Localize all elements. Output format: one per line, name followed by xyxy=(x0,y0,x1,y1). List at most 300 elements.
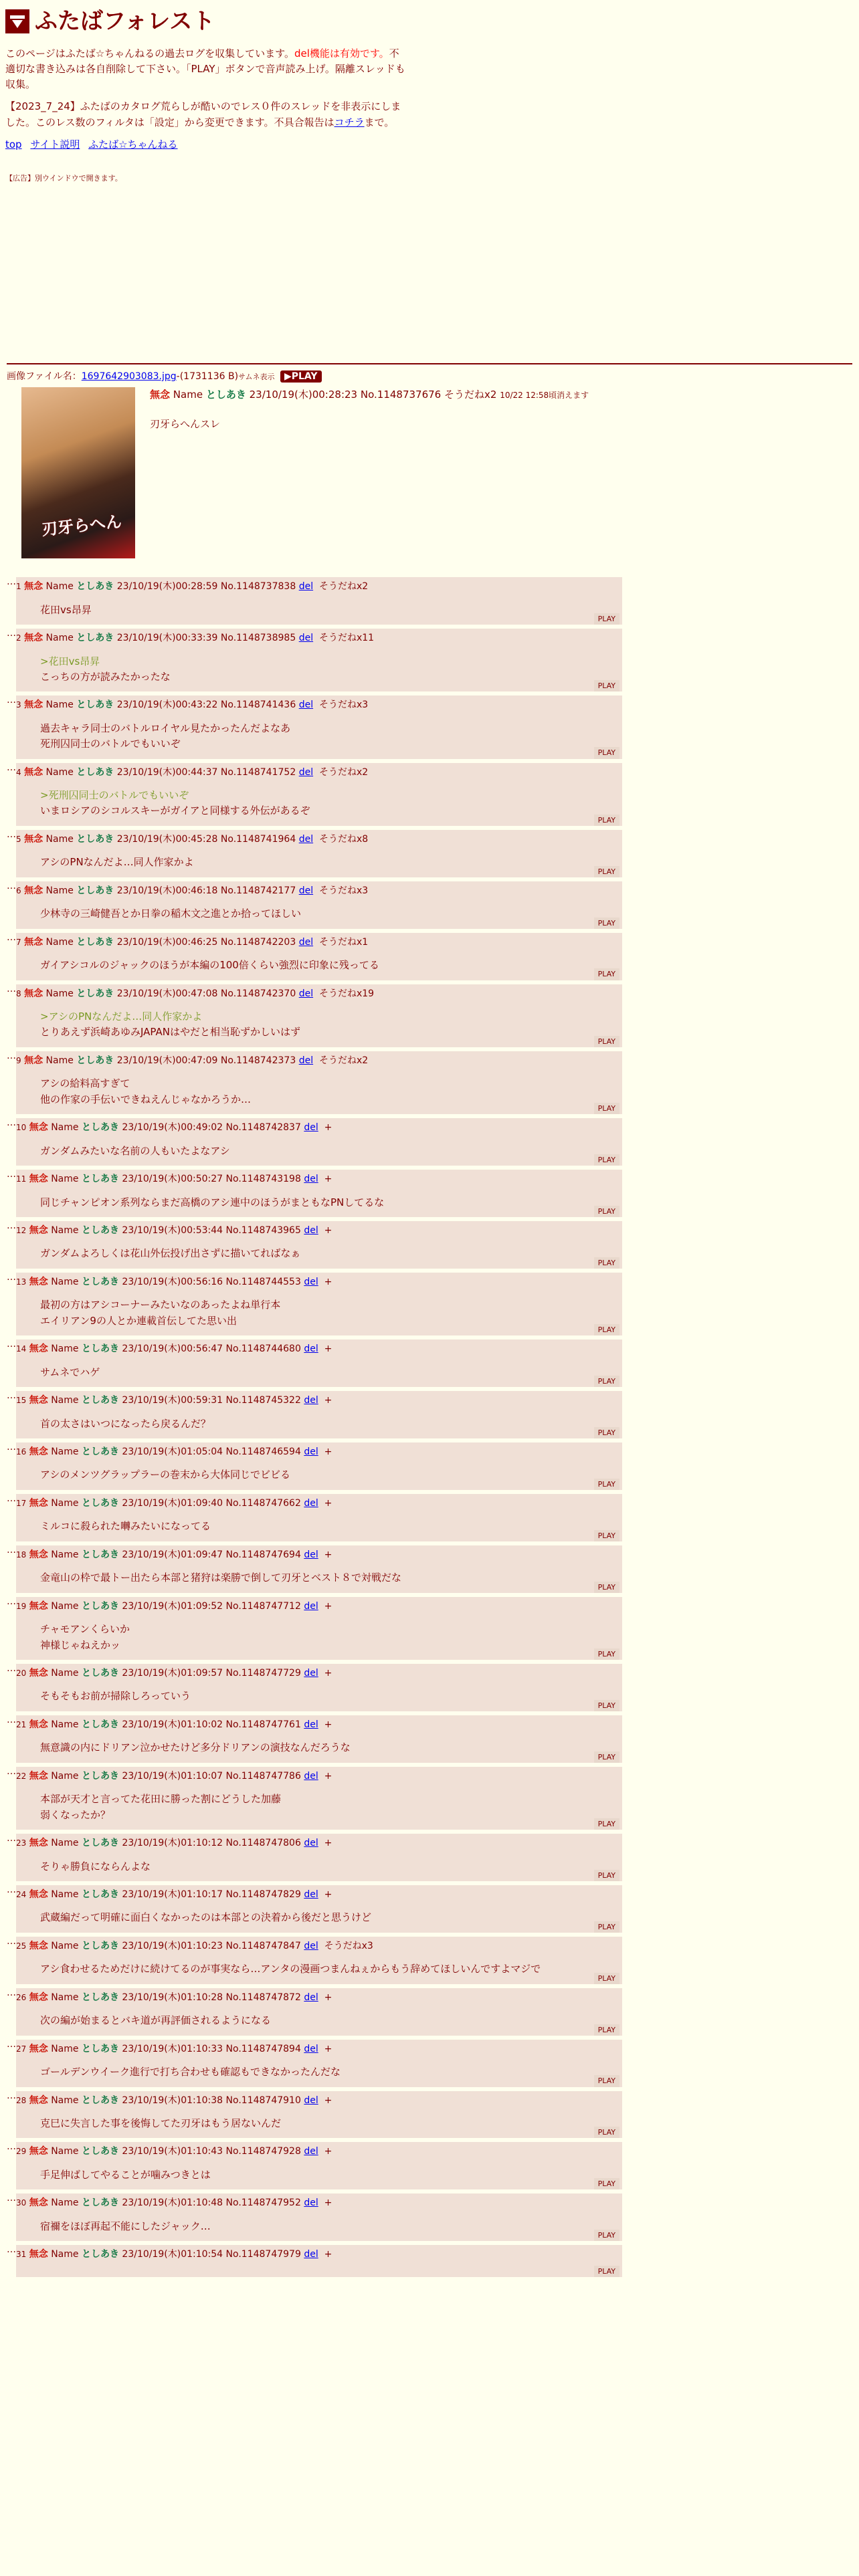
reply-name: としあき xyxy=(76,766,114,778)
reply-datetime: 23/10/19(木)00:53:44 xyxy=(122,1224,223,1236)
reply-sodane-button[interactable]: そうだねx11 xyxy=(318,633,375,644)
reply-info: 19 無念 Name としあき 23/10/19(木)01:09:52 No.1148747712 del + xyxy=(16,1600,332,1612)
reply-play-button[interactable]: PLAY xyxy=(594,1818,619,1830)
reply-play-button[interactable]: PLAY xyxy=(594,613,619,625)
reply-number: No.1148747829 xyxy=(225,1889,301,1900)
reply-sodane-button[interactable]: + xyxy=(324,1549,332,1560)
reply-line: エイリアン9の人とか連載首伝してた思い出 xyxy=(40,1314,237,1327)
reply-sodane-button[interactable]: + xyxy=(324,1837,332,1848)
op-sodane-button[interactable]: そうだねx2 xyxy=(444,389,497,401)
reply-sodane-button[interactable]: + xyxy=(324,1121,332,1133)
reply-datetime: 23/10/19(木)00:59:31 xyxy=(122,1394,223,1406)
reply-del-link[interactable]: del xyxy=(304,1837,318,1848)
reply-dots-icon: … xyxy=(7,2193,16,2204)
reply-play-button[interactable]: PLAY xyxy=(594,1324,619,1335)
reply-body xyxy=(16,780,622,826)
reply-play-button[interactable]: PLAY xyxy=(594,1700,619,1711)
reply-name: としあき xyxy=(76,581,114,593)
reply-del-link[interactable]: del xyxy=(304,1667,318,1679)
reply-play-button[interactable]: PLAY xyxy=(594,815,619,826)
reply-del-link[interactable]: del xyxy=(304,1770,318,1782)
reply-play-button[interactable]: PLAY xyxy=(594,2075,619,2086)
reply-name: としあき xyxy=(76,988,114,999)
reply-body xyxy=(16,1511,622,1541)
reply-body xyxy=(16,1681,622,1711)
reply-number: No.1148745322 xyxy=(225,1394,301,1406)
reply-index: 28 xyxy=(16,2095,27,2105)
reply-del-link[interactable]: del xyxy=(298,988,314,999)
reply-datetime: 23/10/19(木)01:10:23 xyxy=(122,1940,223,1951)
reply-post xyxy=(16,1442,622,1490)
reply-body xyxy=(16,2056,622,2086)
reply-body xyxy=(16,646,622,692)
reply-info: 17 無念 Name としあき 23/10/19(木)01:09:40 No.1148747662 del + xyxy=(16,1497,332,1509)
reply-line: 宿禰をほぼ再起不能にしたジャック… xyxy=(40,2220,211,2233)
reply-row xyxy=(7,1545,859,1593)
reply-quote: >死刑囚同士のバトルでもいいぞ xyxy=(40,789,189,802)
reply-post xyxy=(16,1494,622,1541)
reply-row xyxy=(7,1937,859,1984)
reply-datetime: 23/10/19(木)01:10:48 xyxy=(122,2197,223,2209)
reply-del-link[interactable]: del xyxy=(304,1549,318,1560)
reply-line: こっちの方が読みたかったな xyxy=(40,671,171,683)
reply-line: 手足伸ばしてやることが噛みつきとは xyxy=(40,2169,211,2181)
reply-sodane-button[interactable]: そうだねx1 xyxy=(318,936,369,948)
reply-number: No.1148747894 xyxy=(225,2043,301,2054)
reply-datetime: 23/10/19(木)00:56:47 xyxy=(122,1343,223,1354)
reply-row xyxy=(7,2091,859,2139)
reply-subject: 無念 xyxy=(29,1600,48,1612)
reply-play-button[interactable]: PLAY xyxy=(594,1376,619,1387)
reply-name: としあき xyxy=(81,1276,119,1287)
reply-info: 14 無念 Name としあき 23/10/19(木)00:56:47 No.1148744680 del + xyxy=(16,1343,332,1354)
reply-number: No.1148747712 xyxy=(225,1600,301,1612)
reply-sodane-button[interactable]: そうだねx19 xyxy=(318,988,375,999)
reply-post xyxy=(16,1988,622,2036)
reply-body xyxy=(16,1357,622,1387)
reply-row xyxy=(7,1885,859,1933)
reply-index: 27 xyxy=(16,2044,27,2054)
reply-index: 22 xyxy=(16,1771,27,1781)
reply-subject: 無念 xyxy=(29,1394,48,1406)
reply-play-button[interactable]: PLAY xyxy=(594,1870,619,1881)
reply-info: 21 無念 Name としあき 23/10/19(木)01:10:02 No.1148747761 del + xyxy=(16,1719,332,1730)
reply-play-button[interactable]: PLAY xyxy=(594,1530,619,1541)
reply-dots-icon: … xyxy=(7,1117,16,1128)
reply-subject: 無念 xyxy=(29,1497,48,1509)
op-file-info: 画像ファイル名：1697642903083.jpg-(1731136 B)サムネ表示 ▶PLAY xyxy=(7,370,852,385)
reply-del-link[interactable]: del xyxy=(298,700,314,711)
reply-dots-icon: … xyxy=(7,1050,16,1061)
reply-subject: 無念 xyxy=(24,581,43,593)
reply-del-link[interactable]: del xyxy=(298,936,314,948)
reply-dots-icon: … xyxy=(7,1765,16,1777)
reply-sodane-button[interactable]: + xyxy=(324,2146,332,2157)
reply-del-link[interactable]: del xyxy=(298,581,314,593)
reply-post xyxy=(16,1937,622,1984)
reply-row xyxy=(7,1221,859,1269)
reply-del-link[interactable]: del xyxy=(304,1394,318,1406)
reply-index: 19 xyxy=(16,1601,27,1611)
intro-paragraph-2: 【2023_7_24】ふたばのカタログ荒らしが酷いのでレス０件のスレッドを非表示にしました。このレス数のフィルタは「設定」から変更できます。不具合報告はコチラまで。 xyxy=(5,100,401,128)
thumb-note: サムネ表示 xyxy=(238,372,275,382)
reply-info: 20 無念 Name としあき 23/10/19(木)01:09:57 No.1148747729 del + xyxy=(16,1667,332,1679)
reply-post xyxy=(16,2142,622,2189)
reply-del-link[interactable]: del xyxy=(304,2146,318,2157)
reply-dots-icon: … xyxy=(7,762,16,773)
op-thumbnail[interactable] xyxy=(21,387,135,558)
reply-dots-icon: … xyxy=(7,932,16,943)
reply-del-link[interactable]: del xyxy=(304,2249,318,2260)
reply-del-link[interactable]: del xyxy=(304,1121,318,1133)
reply-datetime: 23/10/19(木)00:46:18 xyxy=(116,885,218,896)
reply-play-button[interactable]: PLAY xyxy=(594,1206,619,1217)
reply-del-link[interactable]: del xyxy=(304,1343,318,1354)
reply-body xyxy=(16,2108,622,2138)
reply-play-button[interactable]: PLAY xyxy=(594,866,619,877)
reply-play-button[interactable]: PLAY xyxy=(594,1154,619,1166)
reply-post xyxy=(16,1273,622,1335)
reply-sodane-button[interactable]: そうだねx3 xyxy=(324,1940,373,1951)
reply-sodane-button[interactable]: + xyxy=(324,1343,332,1354)
reply-dots-icon: … xyxy=(7,1714,16,1725)
reply-dots-icon: … xyxy=(7,1220,16,1231)
reply-body xyxy=(16,1614,622,1660)
reply-play-button[interactable]: PLAY xyxy=(594,680,619,691)
intro-paragraph-1: このページはふたば☆ちゃんねるの過去ログを収集しています。del機能は有効です。不適切な書き込みは各自削除して下さい。「PLAY」ボタンで音声読み上げ。隔離スレッドも収集。 xyxy=(5,47,405,91)
reply-body xyxy=(16,1187,622,1217)
reply-datetime: 23/10/19(木)01:09:47 xyxy=(122,1549,223,1560)
reply-line: ガンダムよろしくは花山外伝投げ出さずに描いてればなぁ xyxy=(40,1247,301,1260)
reply-sodane-button[interactable]: + xyxy=(324,2095,332,2106)
reply-post xyxy=(16,1118,622,1166)
reply-line: 最初の方はアシコーナーみたいなのあったよね単行本 xyxy=(40,1299,281,1311)
reply-dots-icon: … xyxy=(7,1338,16,1350)
reply-play-button[interactable]: PLAY xyxy=(594,2230,619,2241)
reply-post xyxy=(16,1051,622,1114)
reply-subject: 無念 xyxy=(29,2043,48,2054)
reply-index: 20 xyxy=(16,1668,27,1678)
reply-sodane-button[interactable]: + xyxy=(324,1173,332,1184)
reply-name: としあき xyxy=(81,1600,119,1612)
reply-post xyxy=(16,763,622,826)
reply-del-link[interactable]: del xyxy=(304,2095,318,2106)
op-number: No.1148737676 xyxy=(360,389,442,401)
reply-dots-icon: … xyxy=(7,1168,16,1180)
reply-name: としあき xyxy=(81,1224,119,1236)
reply-subject: 無念 xyxy=(29,1667,48,1679)
reply-del-link[interactable]: del xyxy=(298,885,314,896)
reply-line: 次の編が始まるとバキ道が再評価されるようになる xyxy=(40,2014,272,2027)
reply-number: No.1148744553 xyxy=(225,1276,301,1287)
reply-info: 23 無念 Name としあき 23/10/19(木)01:10:12 No.1148747806 del + xyxy=(16,1837,332,1848)
reply-number: No.1148742203 xyxy=(220,936,296,948)
reply-name: としあき xyxy=(81,1121,119,1133)
report-link[interactable]: コチラ xyxy=(334,116,365,128)
reply-del-link[interactable]: del xyxy=(304,2197,318,2209)
reply-play-button[interactable]: PLAY xyxy=(594,2178,619,2189)
reply-row xyxy=(7,1767,859,1830)
reply-datetime: 23/10/19(木)01:10:33 xyxy=(122,2043,223,2054)
reply-del-link[interactable]: del xyxy=(304,1446,318,1457)
site-logo-icon[interactable] xyxy=(5,9,29,33)
reply-del-link[interactable]: del xyxy=(304,1600,318,1612)
reply-number: No.1148741436 xyxy=(220,700,296,711)
reply-post xyxy=(16,881,622,929)
reply-body xyxy=(16,1238,622,1268)
reply-sodane-button[interactable]: そうだねx3 xyxy=(318,700,369,711)
reply-post xyxy=(16,695,622,758)
reply-datetime: 23/10/19(木)01:10:43 xyxy=(122,2146,223,2157)
reply-play-button[interactable]: PLAY xyxy=(594,2024,619,2036)
reply-play-button[interactable]: PLAY xyxy=(594,1427,619,1438)
reply-play-button[interactable]: PLAY xyxy=(594,1973,619,1984)
reply-subject: 無念 xyxy=(29,1343,48,1354)
reply-body xyxy=(16,2211,622,2241)
reply-sodane-button[interactable]: + xyxy=(324,1889,332,1900)
reply-info: 9 無念 Name としあき 23/10/19(木)00:47:09 No.1148742373 del そうだねx2 xyxy=(16,1055,369,1066)
reply-list xyxy=(0,577,859,2277)
reply-body xyxy=(16,1289,622,1335)
reply-info: 27 無念 Name としあき 23/10/19(木)01:10:33 No.1148747894 del + xyxy=(16,2043,332,2054)
reply-datetime: 23/10/19(木)00:45:28 xyxy=(116,833,218,845)
reply-info: 4 無念 Name としあき 23/10/19(木)00:44:37 No.1148741752 del そうだねx2 xyxy=(16,766,369,778)
nav-about-link[interactable]: サイト説明 xyxy=(30,138,80,150)
op-play-button[interactable]: ▶PLAY xyxy=(280,370,322,383)
reply-sodane-button[interactable]: + xyxy=(324,1719,332,1730)
reply-play-button[interactable]: PLAY xyxy=(594,1921,619,1933)
reply-dots-icon: … xyxy=(7,829,16,840)
reply-number: No.1148743965 xyxy=(225,1224,301,1236)
reply-play-button[interactable]: PLAY xyxy=(594,1257,619,1269)
reply-line: そもそもお前が掃除しろっていう xyxy=(40,1690,191,1703)
reply-sodane-button[interactable]: + xyxy=(324,1600,332,1612)
op-file-link[interactable]: 1697642903083.jpg xyxy=(81,371,177,383)
reply-del-link[interactable]: del xyxy=(304,1276,318,1287)
reply-body xyxy=(16,1068,622,1114)
reply-name: としあき xyxy=(81,1343,119,1354)
reply-del-link[interactable]: del xyxy=(298,766,314,778)
reply-line: ガイアシコルのジャックのほうが本編の100倍くらい強烈に印象に残ってる xyxy=(40,959,379,972)
reply-sodane-button[interactable]: + xyxy=(324,1276,332,1287)
reply-body xyxy=(16,898,622,928)
reply-row xyxy=(7,830,859,877)
reply-name: としあき xyxy=(81,1719,119,1730)
reply-sodane-button[interactable]: + xyxy=(324,2249,332,2260)
reply-sodane-button[interactable]: + xyxy=(324,1667,332,1679)
reply-number: No.1148742837 xyxy=(225,1121,301,1133)
reply-row xyxy=(7,881,859,929)
reply-row xyxy=(7,2142,859,2189)
reply-index: 7 xyxy=(16,937,21,947)
reply-del-link[interactable]: del xyxy=(304,2043,318,2054)
reply-row xyxy=(7,1118,859,1166)
reply-number: No.1148747952 xyxy=(225,2197,301,2209)
reply-sodane-button[interactable]: + xyxy=(324,1497,332,1509)
reply-number: No.1148747872 xyxy=(225,1992,301,2003)
reply-number: No.1148747761 xyxy=(225,1719,301,1730)
reply-name: としあき xyxy=(76,700,114,711)
reply-sodane-button[interactable]: そうだねx2 xyxy=(318,581,369,593)
reply-datetime: 23/10/19(木)01:10:17 xyxy=(122,1889,223,1900)
op-expire: 10/22 12:58頃消えます xyxy=(500,391,589,401)
reply-dots-icon: … xyxy=(7,983,16,994)
reply-datetime: 23/10/19(木)00:43:22 xyxy=(116,700,218,711)
reply-index: 8 xyxy=(16,988,21,998)
reply-dots-icon: … xyxy=(7,1935,16,1947)
reply-sodane-button[interactable]: + xyxy=(324,1394,332,1406)
reply-sodane-button[interactable]: + xyxy=(324,2197,332,2209)
reply-row xyxy=(7,984,859,1047)
reply-body xyxy=(16,2262,622,2277)
reply-info: 11 無念 Name としあき 23/10/19(木)00:50:27 No.1148743198 del + xyxy=(16,1173,332,1184)
reply-row xyxy=(7,1597,859,1660)
reply-post xyxy=(16,933,622,980)
reply-post xyxy=(16,2193,622,2241)
reply-name: としあき xyxy=(76,885,114,896)
reply-play-button[interactable]: PLAY xyxy=(594,968,619,980)
reply-body xyxy=(16,595,622,625)
reply-sodane-button[interactable]: + xyxy=(324,1992,332,2003)
reply-del-link[interactable]: del xyxy=(304,1719,318,1730)
reply-play-button[interactable]: PLAY xyxy=(594,918,619,929)
nav-top-link[interactable]: top xyxy=(5,138,22,150)
reply-del-link[interactable]: del xyxy=(304,1940,318,1951)
reply-line: ガンダムみたいな名前の人もいたよなアシ xyxy=(40,1144,230,1157)
reply-sodane-button[interactable]: + xyxy=(324,2043,332,2054)
reply-number: No.1148738985 xyxy=(220,633,296,644)
reply-del-link[interactable]: del xyxy=(304,1173,318,1184)
reply-play-button[interactable]: PLAY xyxy=(594,1751,619,1763)
reply-datetime: 23/10/19(木)00:44:37 xyxy=(116,766,218,778)
reply-datetime: 23/10/19(木)01:10:28 xyxy=(122,1992,223,2003)
reply-play-button[interactable]: PLAY xyxy=(594,1479,619,1490)
reply-row xyxy=(7,2245,859,2277)
reply-play-button[interactable]: PLAY xyxy=(594,1036,619,1047)
reply-number: No.1148742370 xyxy=(220,988,296,999)
reply-del-link[interactable]: del xyxy=(304,1992,318,2003)
reply-number: No.1148742177 xyxy=(220,885,296,896)
reply-quote: >花田vs昂昇 xyxy=(40,655,100,667)
reply-play-button[interactable]: PLAY xyxy=(594,1648,619,1660)
reply-info: 13 無念 Name としあき 23/10/19(木)00:56:16 No.1148744553 del + xyxy=(16,1276,332,1287)
reply-row xyxy=(7,1664,859,1711)
reply-sodane-button[interactable]: + xyxy=(324,1224,332,1236)
reply-line: アシの給料高すぎて xyxy=(40,1077,130,1090)
reply-row xyxy=(7,2040,859,2087)
reply-subject: 無念 xyxy=(29,1224,48,1236)
reply-del-link[interactable]: del xyxy=(298,633,314,644)
reply-sodane-button[interactable]: そうだねx8 xyxy=(318,833,369,845)
reply-post xyxy=(16,1597,622,1660)
reply-line: 首の太さはいつになったら戻るんだ？ xyxy=(40,1417,211,1430)
reply-sodane-button[interactable]: + xyxy=(324,1446,332,1457)
op-body: 刃牙らへんスレ xyxy=(150,418,221,431)
reply-row xyxy=(7,1988,859,2036)
reply-play-button[interactable]: PLAY xyxy=(594,2127,619,2138)
nav-futaba-link[interactable]: ふたば☆ちゃんねる xyxy=(88,138,178,150)
reply-play-button[interactable]: PLAY xyxy=(594,1103,619,1114)
reply-post xyxy=(16,830,622,877)
reply-datetime: 23/10/19(木)01:10:38 xyxy=(122,2095,223,2106)
reply-line: ゴールデンウイーク進行で打ち合わせも確認もできなかったんだな xyxy=(40,2066,341,2078)
reply-post xyxy=(16,1221,622,1269)
reply-subject: 無念 xyxy=(24,885,43,896)
reply-dots-icon: … xyxy=(7,1662,16,1674)
reply-index: 25 xyxy=(16,1941,27,1951)
reply-row xyxy=(7,1715,859,1763)
reply-body xyxy=(16,847,622,877)
reply-del-link[interactable]: del xyxy=(304,1889,318,1900)
reply-index: 6 xyxy=(16,885,21,895)
reply-post xyxy=(16,1339,622,1387)
reply-body xyxy=(16,713,622,759)
reply-dots-icon: … xyxy=(7,1884,16,1895)
reply-info: 26 無念 Name としあき 23/10/19(木)01:10:28 No.1148747872 del + xyxy=(16,1992,332,2003)
reply-info: 18 無念 Name としあき 23/10/19(木)01:09:47 No.1148747694 del + xyxy=(16,1549,332,1560)
reply-dots-icon: … xyxy=(7,1493,16,1504)
reply-line: 本部が天才と言ってた花田に勝った割にどうした加藤 xyxy=(40,1793,282,1806)
reply-del-link[interactable]: del xyxy=(298,833,314,845)
reply-del-link[interactable]: del xyxy=(298,1055,314,1066)
reply-dots-icon: … xyxy=(7,2141,16,2153)
reply-info: 22 無念 Name としあき 23/10/19(木)01:10:07 No.1148747786 del + xyxy=(16,1770,332,1782)
reply-datetime: 23/10/19(木)01:09:57 xyxy=(122,1667,223,1679)
reply-datetime: 23/10/19(木)01:10:12 xyxy=(122,1837,223,1848)
reply-play-button[interactable]: PLAY xyxy=(594,2266,619,2277)
reply-row xyxy=(7,1339,859,1387)
reply-line: サムネでハゲ xyxy=(40,1366,100,1378)
reply-datetime: 23/10/19(木)00:56:16 xyxy=(122,1276,223,1287)
reply-row xyxy=(7,1442,859,1490)
reply-row xyxy=(7,1834,859,1881)
reply-datetime: 23/10/19(木)01:10:07 xyxy=(122,1770,223,1782)
reply-dots-icon: … xyxy=(7,1832,16,1844)
reply-body xyxy=(16,1784,622,1830)
reply-del-link[interactable]: del xyxy=(304,1224,318,1236)
reply-del-link[interactable]: del xyxy=(304,1497,318,1509)
reply-name: としあき xyxy=(81,1394,119,1406)
reply-name: としあき xyxy=(81,2095,119,2106)
reply-index: 9 xyxy=(16,1055,21,1065)
reply-line: 神様じゃねえかッ xyxy=(40,1638,121,1651)
reply-row xyxy=(7,629,859,691)
reply-play-button[interactable]: PLAY xyxy=(594,747,619,758)
reply-sodane-button[interactable]: そうだねx2 xyxy=(318,1055,369,1066)
reply-subject: 無念 xyxy=(29,1446,48,1457)
reply-post xyxy=(16,1834,622,1881)
reply-info: 8 無念 Name としあき 23/10/19(木)00:47:08 No.1148742370 del そうだねx19 xyxy=(16,988,375,999)
reply-name: としあき xyxy=(81,1940,119,1951)
reply-sodane-button[interactable]: そうだねx2 xyxy=(318,766,369,778)
reply-body xyxy=(16,1902,622,1932)
reply-datetime: 23/10/19(木)00:50:27 xyxy=(122,1173,223,1184)
reply-row xyxy=(7,2193,859,2241)
reply-number: No.1148747928 xyxy=(225,2146,301,2157)
reply-number: No.1148747662 xyxy=(225,1497,301,1509)
reply-play-button[interactable]: PLAY xyxy=(594,1582,619,1593)
reply-datetime: 23/10/19(木)00:49:02 xyxy=(122,1121,223,1133)
op-name: としあき xyxy=(205,389,246,401)
reply-body xyxy=(16,1953,622,1983)
reply-body xyxy=(16,1136,622,1166)
ad-note: 【広告】別ウインドウで開きます。 xyxy=(5,174,122,183)
reply-post xyxy=(16,1885,622,1933)
reply-index: 15 xyxy=(16,1395,27,1405)
reply-post xyxy=(16,1170,622,1217)
reply-sodane-button[interactable]: + xyxy=(324,1770,332,1782)
reply-sodane-button[interactable]: そうだねx3 xyxy=(318,885,369,896)
